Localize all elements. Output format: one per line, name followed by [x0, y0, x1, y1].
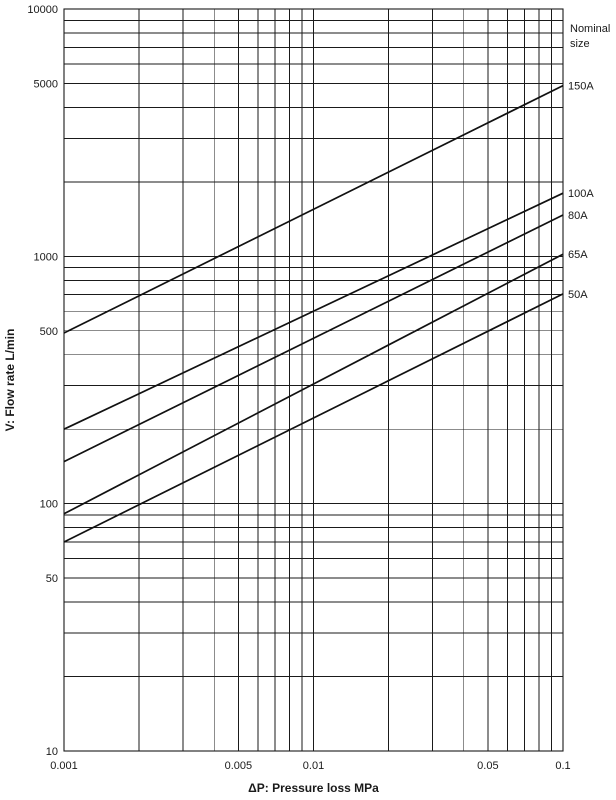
- y-tick-label: 500: [39, 325, 58, 338]
- x-axis-label: ΔP: Pressure loss MPa: [248, 781, 379, 795]
- x-tick-label: 0.005: [224, 760, 253, 772]
- series-label-65a: 65A: [568, 249, 588, 262]
- y-tick-label: 50: [45, 573, 58, 586]
- x-tick-label: 0.1: [555, 760, 571, 772]
- y-axis-label: V: Flow rate L/min: [3, 328, 17, 432]
- tick-labels: [27, 4, 570, 772]
- series-label-100a: 100A: [568, 188, 594, 201]
- series-labels: [568, 81, 594, 301]
- legend-title-line-2: size: [570, 38, 590, 50]
- legend-title-line-1: Nominal: [570, 23, 611, 35]
- x-tick-label: 0.05: [477, 760, 499, 772]
- y-tick-label: 5000: [33, 78, 58, 91]
- y-tick-label: 100: [39, 498, 58, 511]
- x-tick-label: 0.01: [302, 760, 325, 772]
- y-tick-label: 10000: [27, 4, 58, 16]
- y-tick-label: 1000: [33, 251, 58, 264]
- series-label-150a: 150A: [568, 80, 594, 93]
- series-label-80a: 80A: [568, 209, 588, 222]
- series-label-50a: 50A: [568, 288, 588, 301]
- grid: [64, 9, 563, 751]
- y-tick-label: 10: [45, 746, 58, 758]
- x-tick-label: 0.001: [50, 760, 78, 772]
